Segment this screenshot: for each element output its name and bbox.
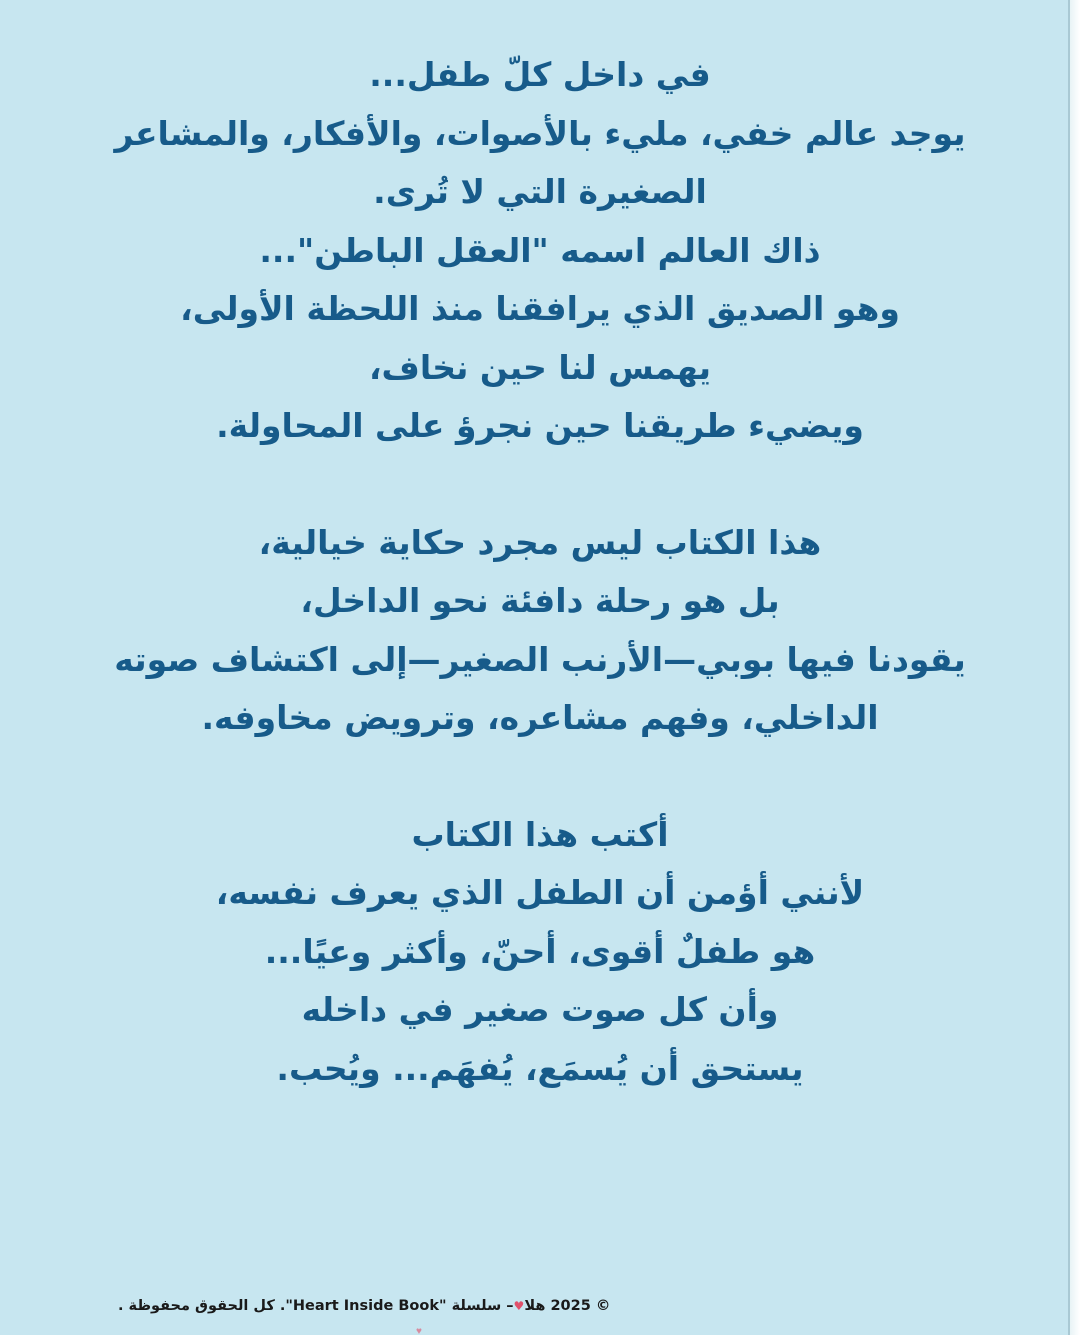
poem-text — [0, 46, 1080, 1156]
poem-line: هو طفلٌ أقوى، أحنّ، وأكثر وعيًا... — [264, 931, 816, 971]
stanza-1 — [0, 46, 1080, 456]
poem-line: في داخل كلّ طفل... — [369, 55, 711, 94]
poem-line: ذاك العالم اسمه "العقل الباطن"... — [259, 230, 821, 270]
poem-line: لأنني أؤمن أن الطفل الذي يعرف نفسه، — [215, 873, 865, 912]
stanza-3 — [0, 806, 1080, 1099]
poem-line: يوجد عالم خفي، مليء بالأصوات، والأفكار، والمشاعر — [114, 113, 966, 153]
poem-line: وهو الصديق الذي يرافقنا منذ اللحظة الأولى، — [180, 289, 900, 328]
poem-line: يهمس لنا حين نخاف، — [368, 347, 712, 387]
poem-line: الداخلي، وفهم مشاعره، وترويض مخاوفه. — [201, 698, 879, 737]
poem-line: يستحق أن يُسمَع، يُفهَم... ويُحب. — [276, 1048, 804, 1088]
copyright-footer — [118, 1298, 718, 1314]
poem-line: هذا الكتاب ليس مجرد حكاية خيالية، — [258, 522, 822, 562]
poem-line: أكتب هذا الكتاب — [411, 814, 669, 854]
page-edge — [1070, 0, 1080, 1335]
series-text: – سلسلة "Heart Inside Book". كل الحقوق محفوظة . — [118, 1298, 514, 1314]
heart-icon: ♥ — [513, 1299, 525, 1313]
heart-icon: ♥ — [416, 1326, 422, 1337]
copyright-text: © 2025 هلا — [524, 1298, 611, 1314]
poem-line: يقودنا فيها بوبي—الأرنب الصغير—إلى اكتشاف صوته — [114, 639, 966, 679]
poem-line: الصغيرة التي لا تُرى. — [373, 172, 707, 211]
stanza-2 — [0, 514, 1080, 748]
poem-line: وأن كل صوت صغير في داخله — [301, 990, 779, 1029]
poem-line: ويضيء طريقنا حين نجرؤ على المحاولة. — [216, 406, 864, 445]
poem-line: بل هو رحلة دافئة نحو الداخل، — [300, 581, 780, 620]
